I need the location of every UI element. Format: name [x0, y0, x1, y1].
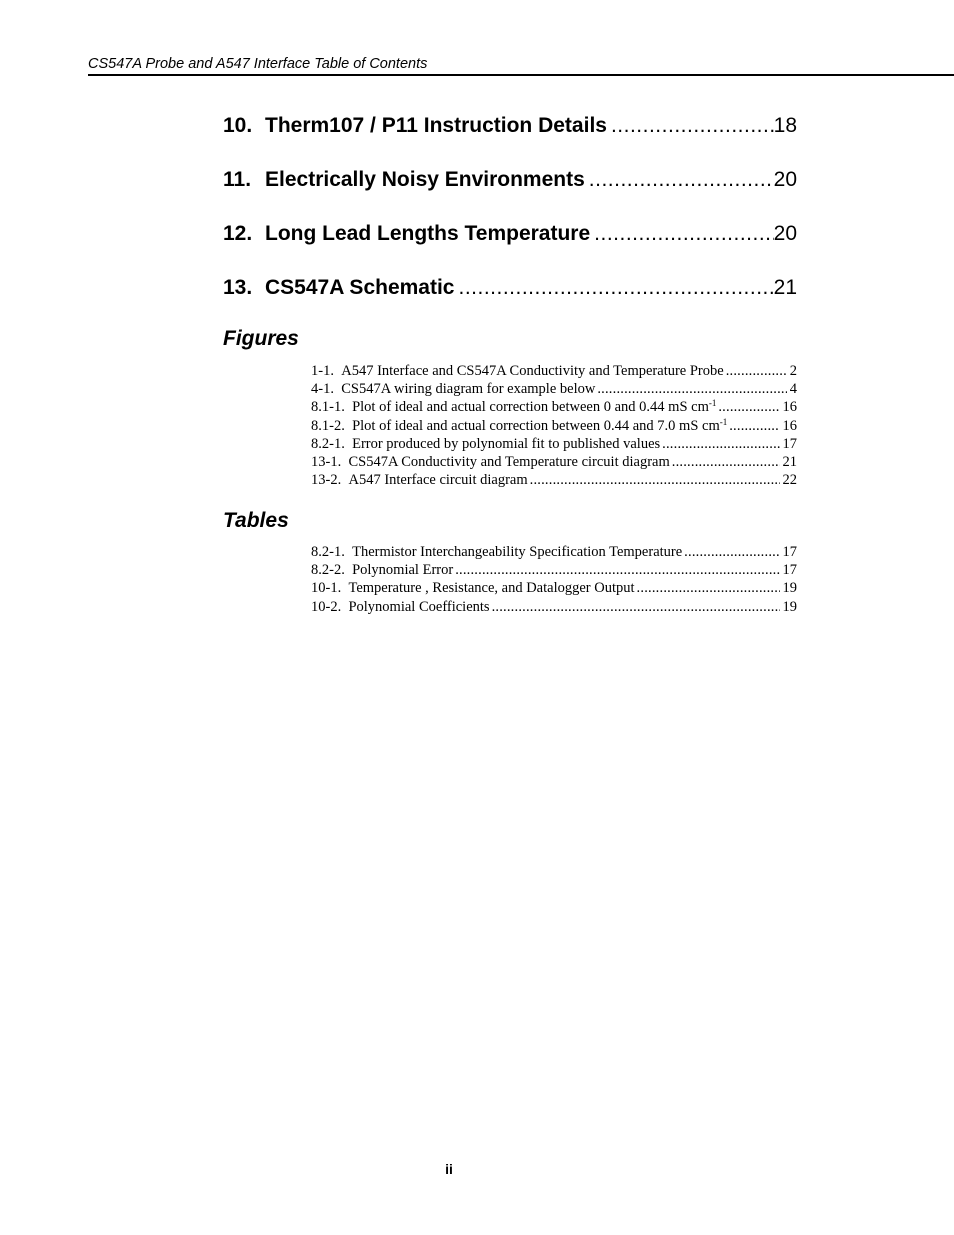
chapter-title: Electrically Noisy Environments — [265, 168, 585, 191]
figure-page: 21 — [782, 453, 797, 470]
leader-dots — [530, 471, 780, 489]
figure-label: 8.2-1. — [311, 435, 345, 452]
chapter-number: 12. — [223, 222, 253, 245]
tables-list — [311, 543, 797, 616]
leader-dots — [726, 362, 787, 380]
table-title: Temperature , Resistance, and Datalogger Output — [348, 580, 635, 597]
chapter-number: 13. — [223, 276, 253, 299]
unit-superscript: -1 — [708, 398, 717, 409]
chapter-title: CS547A Schematic — [265, 276, 455, 299]
toc-chapter-12[interactable] — [223, 219, 797, 249]
leader-dots — [597, 380, 786, 398]
leader-dots — [458, 273, 773, 303]
figure-title: A547 Interface circuit diagram — [348, 472, 528, 489]
figure-label: 1-1. — [311, 363, 334, 379]
figure-title — [352, 417, 729, 435]
leader-dots — [684, 543, 779, 561]
table-label: 10-2. — [311, 598, 342, 615]
table-label: 10-1. — [311, 580, 342, 597]
leader-dots — [594, 219, 773, 249]
figure-entry[interactable] — [311, 362, 797, 380]
figure-title-text: Plot of ideal and actual correction between 0.44 and 7.0 mS cm — [352, 417, 720, 434]
figure-entry[interactable] — [311, 417, 797, 435]
table-page: 19 — [782, 598, 797, 615]
chapter-number: 11. — [223, 168, 252, 191]
page-footer — [0, 1161, 898, 1177]
table-entry[interactable] — [311, 598, 797, 616]
leader-dots — [718, 398, 779, 416]
table-page: 19 — [782, 580, 797, 597]
header-title: CS547A Probe and A547 Interface Table of Contents — [88, 56, 428, 72]
leader-dots — [662, 435, 779, 453]
leader-dots — [589, 165, 774, 195]
chapter-page: 20 — [773, 168, 797, 191]
figure-label: 13-2. — [311, 472, 342, 489]
leader-dots — [637, 579, 780, 597]
figure-title: CS547A Conductivity and Temperature circuit diagram — [348, 453, 670, 470]
figure-page: 16 — [782, 417, 797, 434]
table-title: Polynomial Error — [352, 562, 454, 579]
table-page: 17 — [782, 544, 797, 560]
table-page: 17 — [782, 562, 797, 579]
leader-dots — [729, 417, 779, 435]
figure-page: 22 — [782, 472, 797, 489]
figure-label: 8.1-2. — [311, 417, 345, 434]
leader-dots — [455, 561, 779, 579]
chapter-list — [223, 111, 797, 327]
figures-list — [311, 362, 797, 489]
toc-chapter-13[interactable] — [223, 273, 797, 303]
chapter-title: Long Lead Lengths Temperature — [265, 222, 591, 245]
figures-heading: Figures — [223, 327, 299, 350]
figure-entry[interactable] — [311, 453, 797, 471]
chapter-page: 21 — [773, 276, 797, 299]
toc-chapter-11[interactable] — [223, 165, 797, 195]
page-number: ii — [445, 1161, 453, 1177]
chapter-title: Therm107 / P11 Instruction Details — [265, 114, 607, 137]
leader-dots — [492, 598, 780, 616]
figure-label: 4-1. — [311, 381, 334, 398]
figure-label: 13-1. — [311, 453, 342, 470]
table-label: 8.2-1. — [311, 544, 345, 560]
figure-title: Error produced by polynomial fit to published values — [352, 435, 661, 452]
figure-entry[interactable] — [311, 435, 797, 453]
figure-label: 8.1-1. — [311, 399, 345, 416]
figure-entry[interactable] — [311, 471, 797, 489]
leader-dots — [611, 111, 774, 141]
chapter-number: 10. — [223, 114, 253, 137]
unit-superscript: -1 — [719, 416, 728, 427]
table-entry[interactable] — [311, 543, 797, 561]
toc-chapter-10[interactable] — [223, 111, 797, 141]
table-title: Thermistor Interchangeability Specification Temperature — [352, 544, 683, 560]
table-entry[interactable] — [311, 561, 797, 579]
figure-page: 17 — [782, 435, 797, 452]
chapter-page: 18 — [773, 114, 797, 137]
chapter-page: 20 — [773, 222, 797, 245]
page-header — [88, 56, 954, 76]
figure-entry[interactable] — [311, 380, 797, 398]
figure-title: A547 Interface and CS547A Conductivity and Temperature Probe — [341, 363, 724, 379]
figure-title-text: Plot of ideal and actual correction between 0 and 0.44 mS cm — [352, 399, 709, 416]
table-label: 8.2-2. — [311, 562, 345, 579]
leader-dots — [672, 453, 780, 471]
table-title: Polynomial Coefficients — [348, 598, 490, 615]
table-entry[interactable] — [311, 579, 797, 597]
figure-page: 4 — [789, 381, 797, 398]
figure-title: CS547A wiring diagram for example below — [341, 381, 596, 398]
figure-page: 16 — [782, 399, 797, 416]
figure-page: 2 — [789, 363, 797, 379]
figure-entry[interactable] — [311, 398, 797, 416]
figure-title — [352, 398, 718, 416]
tables-heading: Tables — [223, 509, 289, 532]
